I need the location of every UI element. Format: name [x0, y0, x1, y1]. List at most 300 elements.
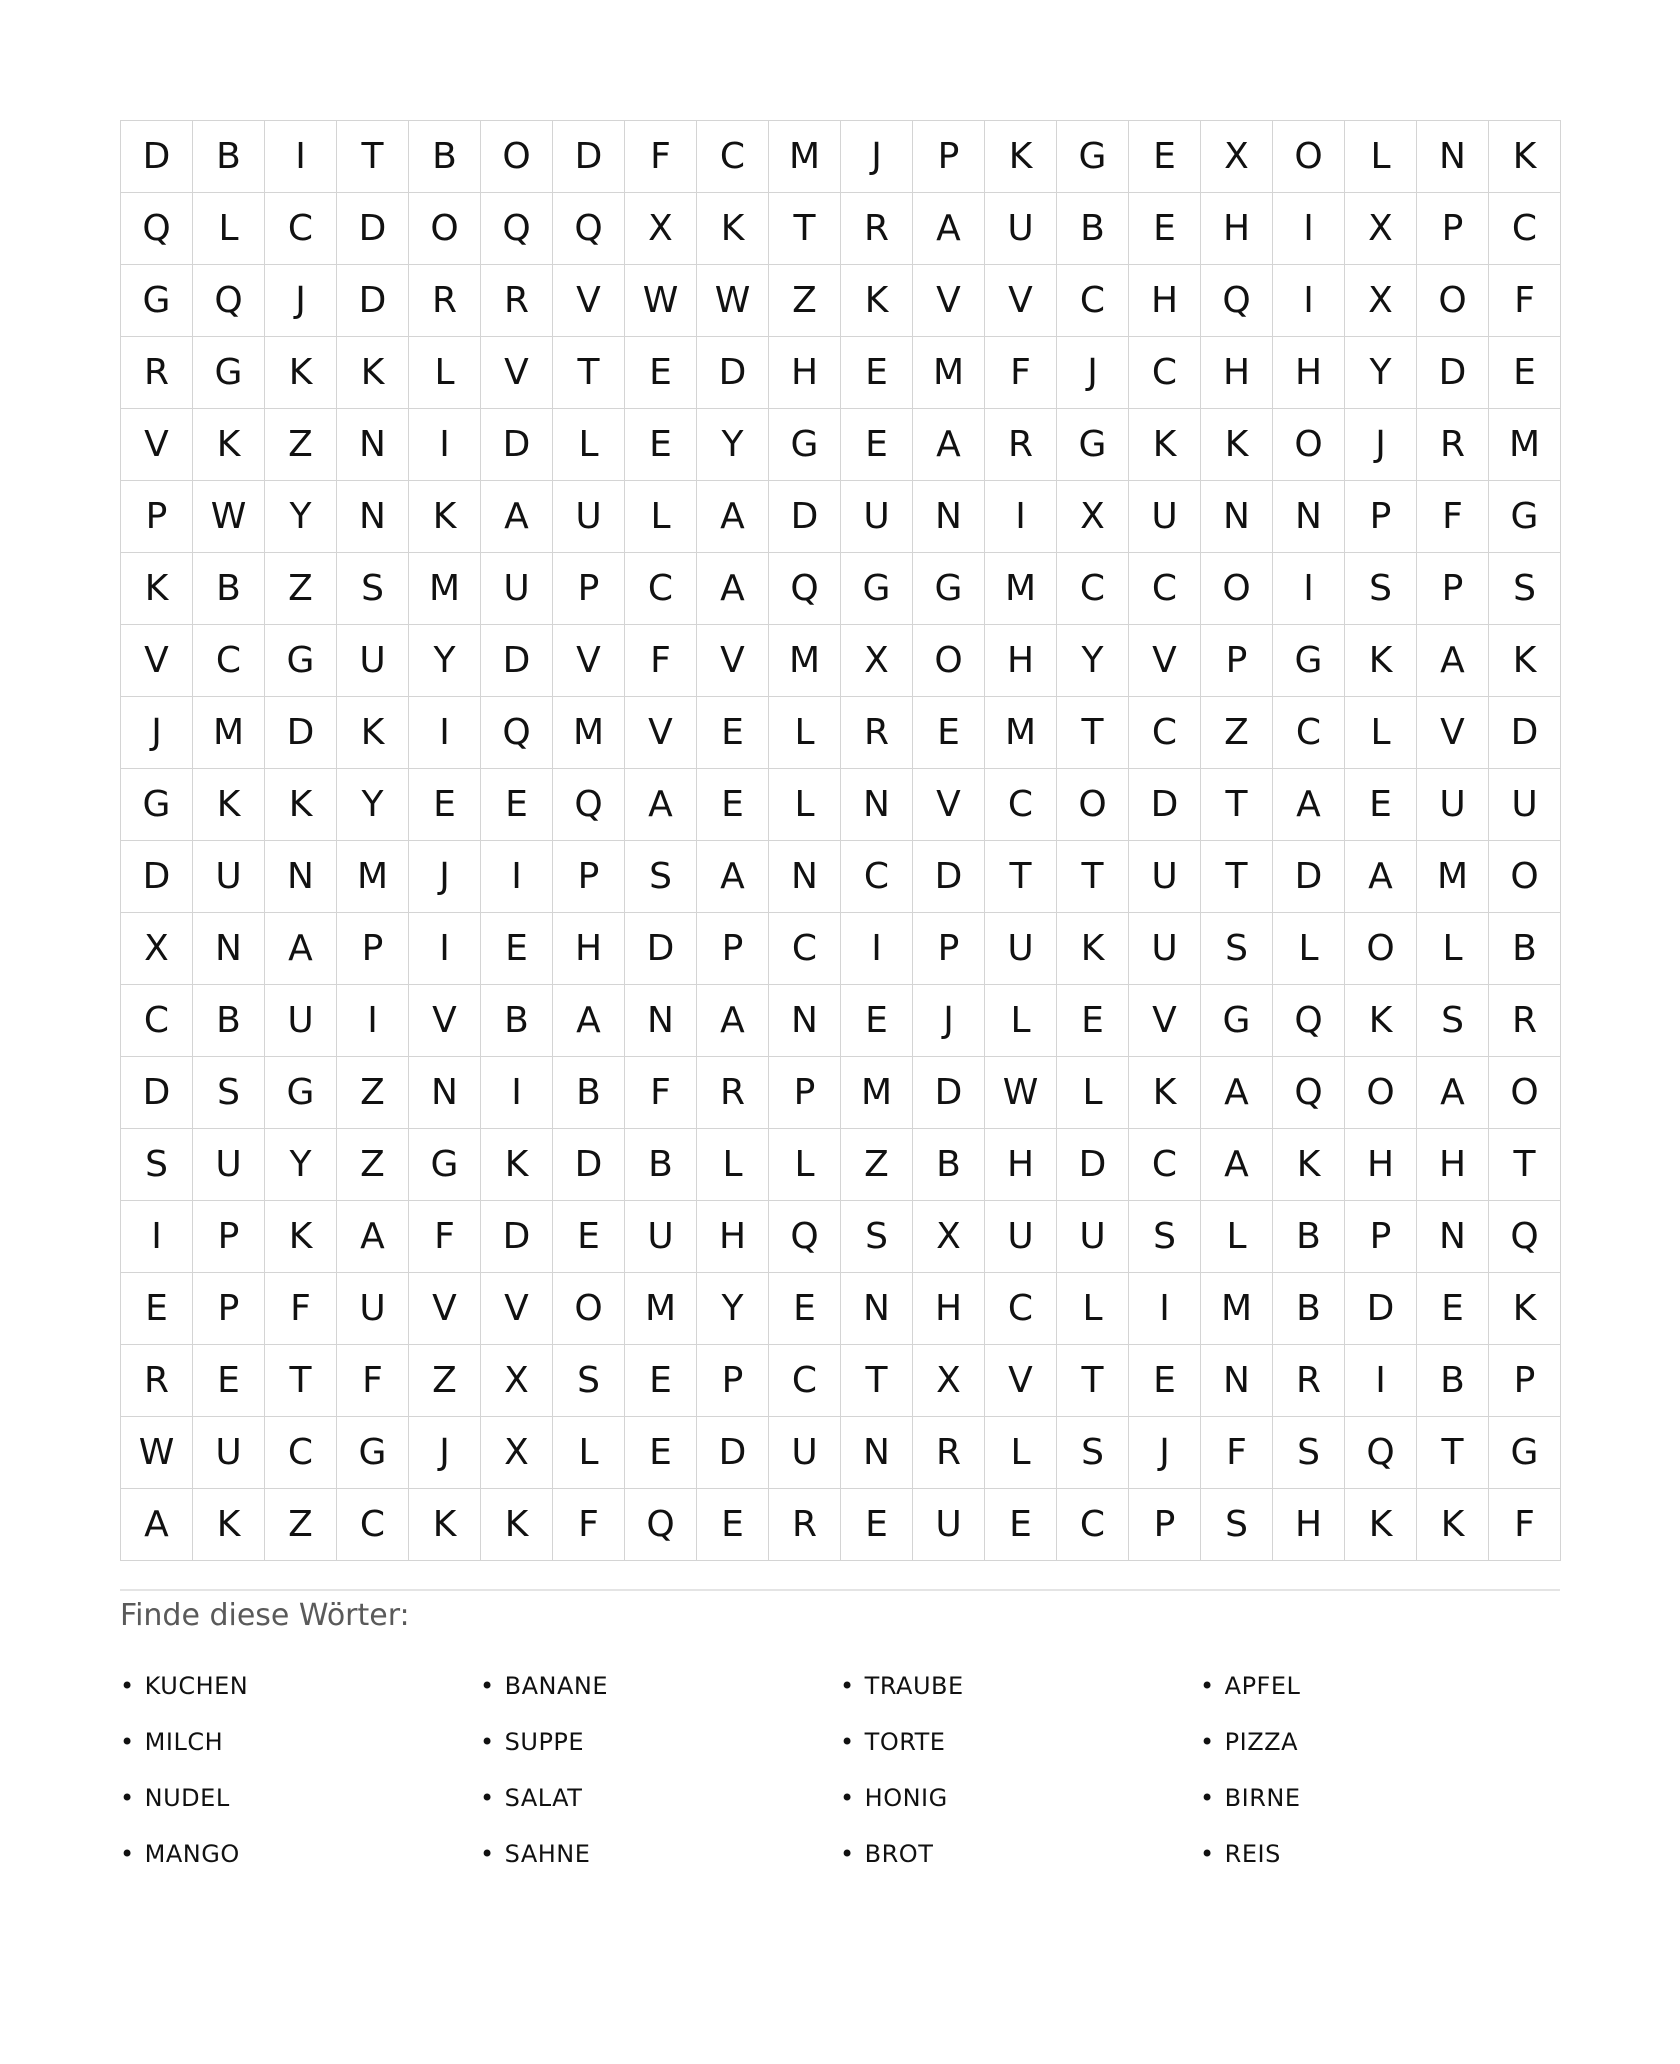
- grid-cell[interactable]: N: [841, 1417, 913, 1489]
- grid-cell[interactable]: T: [1201, 841, 1273, 913]
- grid-cell[interactable]: B: [409, 121, 481, 193]
- grid-cell[interactable]: Y: [697, 1273, 769, 1345]
- grid-cell[interactable]: R: [121, 1345, 193, 1417]
- grid-cell[interactable]: O: [481, 121, 553, 193]
- grid-cell[interactable]: U: [1129, 913, 1201, 985]
- grid-cell[interactable]: L: [769, 697, 841, 769]
- grid-cell[interactable]: A: [697, 841, 769, 913]
- grid-cell[interactable]: D: [337, 193, 409, 265]
- grid-cell[interactable]: E: [1489, 337, 1561, 409]
- grid-cell[interactable]: G: [337, 1417, 409, 1489]
- grid-cell[interactable]: O: [1345, 913, 1417, 985]
- grid-cell[interactable]: M: [1489, 409, 1561, 481]
- grid-cell[interactable]: K: [265, 1201, 337, 1273]
- grid-cell[interactable]: F: [409, 1201, 481, 1273]
- grid-cell[interactable]: K: [265, 769, 337, 841]
- grid-cell[interactable]: P: [769, 1057, 841, 1129]
- grid-cell[interactable]: X: [1057, 481, 1129, 553]
- grid-cell[interactable]: A: [1273, 769, 1345, 841]
- grid-cell[interactable]: E: [553, 1201, 625, 1273]
- grid-cell[interactable]: G: [193, 337, 265, 409]
- grid-cell[interactable]: Q: [1273, 985, 1345, 1057]
- grid-cell[interactable]: Z: [841, 1129, 913, 1201]
- grid-cell[interactable]: V: [1129, 625, 1201, 697]
- grid-cell[interactable]: G: [265, 625, 337, 697]
- grid-cell[interactable]: D: [1345, 1273, 1417, 1345]
- grid-cell[interactable]: U: [193, 1417, 265, 1489]
- grid-cell[interactable]: S: [1129, 1201, 1201, 1273]
- grid-cell[interactable]: Q: [481, 697, 553, 769]
- grid-cell[interactable]: L: [409, 337, 481, 409]
- grid-cell[interactable]: F: [1489, 1489, 1561, 1561]
- grid-cell[interactable]: X: [913, 1201, 985, 1273]
- grid-cell[interactable]: P: [697, 913, 769, 985]
- grid-cell[interactable]: S: [193, 1057, 265, 1129]
- grid-cell[interactable]: P: [121, 481, 193, 553]
- grid-cell[interactable]: F: [1417, 481, 1489, 553]
- grid-cell[interactable]: V: [913, 769, 985, 841]
- grid-cell[interactable]: A: [625, 769, 697, 841]
- grid-cell[interactable]: T: [553, 337, 625, 409]
- grid-cell[interactable]: T: [265, 1345, 337, 1417]
- grid-cell[interactable]: C: [697, 121, 769, 193]
- grid-cell[interactable]: U: [265, 985, 337, 1057]
- grid-cell[interactable]: T: [1057, 1345, 1129, 1417]
- grid-cell[interactable]: N: [337, 409, 409, 481]
- grid-cell[interactable]: C: [1057, 265, 1129, 337]
- grid-cell[interactable]: H: [985, 625, 1057, 697]
- grid-cell[interactable]: D: [1057, 1129, 1129, 1201]
- grid-cell[interactable]: D: [769, 481, 841, 553]
- grid-cell[interactable]: C: [1129, 1129, 1201, 1201]
- grid-cell[interactable]: I: [409, 913, 481, 985]
- grid-cell[interactable]: R: [481, 265, 553, 337]
- grid-cell[interactable]: P: [553, 841, 625, 913]
- grid-cell[interactable]: K: [1201, 409, 1273, 481]
- grid-cell[interactable]: U: [1489, 769, 1561, 841]
- grid-cell[interactable]: E: [1417, 1273, 1489, 1345]
- grid-cell[interactable]: V: [121, 625, 193, 697]
- grid-cell[interactable]: D: [265, 697, 337, 769]
- grid-cell[interactable]: L: [1057, 1057, 1129, 1129]
- grid-cell[interactable]: S: [121, 1129, 193, 1201]
- grid-cell[interactable]: H: [1273, 1489, 1345, 1561]
- grid-cell[interactable]: O: [1201, 553, 1273, 625]
- grid-cell[interactable]: V: [121, 409, 193, 481]
- grid-cell[interactable]: V: [913, 265, 985, 337]
- grid-cell[interactable]: B: [193, 985, 265, 1057]
- grid-cell[interactable]: Y: [337, 769, 409, 841]
- grid-cell[interactable]: H: [1201, 337, 1273, 409]
- grid-cell[interactable]: Q: [121, 193, 193, 265]
- grid-cell[interactable]: E: [1057, 985, 1129, 1057]
- grid-cell[interactable]: V: [1129, 985, 1201, 1057]
- grid-cell[interactable]: P: [697, 1345, 769, 1417]
- grid-cell[interactable]: O: [1417, 265, 1489, 337]
- grid-cell[interactable]: T: [1057, 841, 1129, 913]
- grid-cell[interactable]: N: [337, 481, 409, 553]
- grid-cell[interactable]: K: [1345, 1489, 1417, 1561]
- grid-cell[interactable]: I: [985, 481, 1057, 553]
- grid-cell[interactable]: T: [985, 841, 1057, 913]
- grid-cell[interactable]: L: [193, 193, 265, 265]
- grid-cell[interactable]: J: [409, 841, 481, 913]
- grid-cell[interactable]: B: [193, 121, 265, 193]
- grid-cell[interactable]: O: [1057, 769, 1129, 841]
- grid-cell[interactable]: Y: [1057, 625, 1129, 697]
- grid-cell[interactable]: B: [1273, 1201, 1345, 1273]
- grid-cell[interactable]: N: [1273, 481, 1345, 553]
- grid-cell[interactable]: K: [1417, 1489, 1489, 1561]
- grid-cell[interactable]: J: [1345, 409, 1417, 481]
- grid-cell[interactable]: I: [1129, 1273, 1201, 1345]
- grid-cell[interactable]: A: [1345, 841, 1417, 913]
- grid-cell[interactable]: B: [625, 1129, 697, 1201]
- grid-cell[interactable]: C: [625, 553, 697, 625]
- grid-cell[interactable]: P: [193, 1201, 265, 1273]
- grid-cell[interactable]: K: [841, 265, 913, 337]
- grid-cell[interactable]: H: [1273, 337, 1345, 409]
- grid-cell[interactable]: I: [481, 841, 553, 913]
- grid-cell[interactable]: I: [841, 913, 913, 985]
- grid-cell[interactable]: R: [409, 265, 481, 337]
- grid-cell[interactable]: S: [1345, 553, 1417, 625]
- grid-cell[interactable]: L: [985, 1417, 1057, 1489]
- grid-cell[interactable]: D: [1417, 337, 1489, 409]
- grid-cell[interactable]: Q: [553, 769, 625, 841]
- grid-cell[interactable]: H: [1345, 1129, 1417, 1201]
- grid-cell[interactable]: M: [193, 697, 265, 769]
- grid-cell[interactable]: M: [1417, 841, 1489, 913]
- grid-cell[interactable]: Z: [769, 265, 841, 337]
- grid-cell[interactable]: P: [1129, 1489, 1201, 1561]
- grid-cell[interactable]: K: [193, 409, 265, 481]
- grid-cell[interactable]: U: [481, 553, 553, 625]
- grid-cell[interactable]: P: [1489, 1345, 1561, 1417]
- grid-cell[interactable]: C: [841, 841, 913, 913]
- grid-cell[interactable]: M: [769, 121, 841, 193]
- grid-cell[interactable]: Z: [337, 1057, 409, 1129]
- grid-cell[interactable]: V: [409, 985, 481, 1057]
- grid-cell[interactable]: W: [121, 1417, 193, 1489]
- grid-cell[interactable]: T: [841, 1345, 913, 1417]
- grid-cell[interactable]: I: [409, 697, 481, 769]
- grid-cell[interactable]: V: [985, 1345, 1057, 1417]
- grid-cell[interactable]: K: [1129, 409, 1201, 481]
- grid-cell[interactable]: E: [769, 1273, 841, 1345]
- grid-cell[interactable]: F: [337, 1345, 409, 1417]
- grid-cell[interactable]: A: [337, 1201, 409, 1273]
- grid-cell[interactable]: N: [265, 841, 337, 913]
- grid-cell[interactable]: M: [1201, 1273, 1273, 1345]
- grid-cell[interactable]: D: [121, 841, 193, 913]
- grid-cell[interactable]: U: [1057, 1201, 1129, 1273]
- grid-cell[interactable]: W: [625, 265, 697, 337]
- grid-cell[interactable]: A: [265, 913, 337, 985]
- grid-cell[interactable]: D: [481, 1201, 553, 1273]
- grid-cell[interactable]: K: [1345, 625, 1417, 697]
- grid-cell[interactable]: A: [1417, 1057, 1489, 1129]
- grid-cell[interactable]: C: [1057, 1489, 1129, 1561]
- grid-cell[interactable]: G: [121, 769, 193, 841]
- grid-cell[interactable]: K: [481, 1489, 553, 1561]
- grid-cell[interactable]: G: [409, 1129, 481, 1201]
- grid-cell[interactable]: O: [1273, 121, 1345, 193]
- grid-cell[interactable]: W: [193, 481, 265, 553]
- grid-cell[interactable]: U: [193, 841, 265, 913]
- grid-cell[interactable]: L: [625, 481, 697, 553]
- grid-cell[interactable]: K: [193, 769, 265, 841]
- grid-cell[interactable]: V: [985, 265, 1057, 337]
- grid-cell[interactable]: I: [337, 985, 409, 1057]
- grid-cell[interactable]: X: [625, 193, 697, 265]
- grid-cell[interactable]: G: [1201, 985, 1273, 1057]
- grid-cell[interactable]: S: [337, 553, 409, 625]
- grid-cell[interactable]: O: [1489, 1057, 1561, 1129]
- grid-cell[interactable]: K: [265, 337, 337, 409]
- grid-cell[interactable]: S: [1057, 1417, 1129, 1489]
- grid-cell[interactable]: Q: [193, 265, 265, 337]
- grid-cell[interactable]: K: [1129, 1057, 1201, 1129]
- grid-cell[interactable]: B: [553, 1057, 625, 1129]
- grid-cell[interactable]: K: [1489, 625, 1561, 697]
- grid-cell[interactable]: L: [1057, 1273, 1129, 1345]
- grid-cell[interactable]: K: [1345, 985, 1417, 1057]
- grid-cell[interactable]: K: [337, 337, 409, 409]
- grid-cell[interactable]: E: [841, 409, 913, 481]
- grid-cell[interactable]: M: [841, 1057, 913, 1129]
- grid-cell[interactable]: H: [985, 1129, 1057, 1201]
- grid-cell[interactable]: H: [697, 1201, 769, 1273]
- grid-cell[interactable]: I: [121, 1201, 193, 1273]
- grid-cell[interactable]: Z: [1201, 697, 1273, 769]
- grid-cell[interactable]: P: [1345, 1201, 1417, 1273]
- grid-cell[interactable]: D: [481, 625, 553, 697]
- grid-cell[interactable]: V: [553, 265, 625, 337]
- grid-cell[interactable]: G: [1057, 121, 1129, 193]
- grid-cell[interactable]: S: [553, 1345, 625, 1417]
- grid-cell[interactable]: Q: [625, 1489, 697, 1561]
- grid-cell[interactable]: U: [841, 481, 913, 553]
- grid-cell[interactable]: N: [841, 1273, 913, 1345]
- grid-cell[interactable]: G: [913, 553, 985, 625]
- grid-cell[interactable]: J: [913, 985, 985, 1057]
- grid-cell[interactable]: H: [553, 913, 625, 985]
- grid-cell[interactable]: M: [337, 841, 409, 913]
- grid-cell[interactable]: X: [481, 1345, 553, 1417]
- grid-cell[interactable]: U: [337, 1273, 409, 1345]
- grid-cell[interactable]: O: [553, 1273, 625, 1345]
- grid-cell[interactable]: P: [337, 913, 409, 985]
- grid-cell[interactable]: Y: [265, 1129, 337, 1201]
- grid-cell[interactable]: E: [697, 769, 769, 841]
- grid-cell[interactable]: E: [625, 1345, 697, 1417]
- grid-cell[interactable]: U: [985, 193, 1057, 265]
- grid-cell[interactable]: F: [265, 1273, 337, 1345]
- grid-cell[interactable]: O: [1345, 1057, 1417, 1129]
- grid-cell[interactable]: N: [769, 985, 841, 1057]
- grid-cell[interactable]: B: [1273, 1273, 1345, 1345]
- grid-cell[interactable]: F: [625, 1057, 697, 1129]
- grid-cell[interactable]: X: [1201, 121, 1273, 193]
- grid-cell[interactable]: X: [121, 913, 193, 985]
- grid-cell[interactable]: N: [625, 985, 697, 1057]
- grid-cell[interactable]: Z: [265, 1489, 337, 1561]
- grid-cell[interactable]: Q: [1201, 265, 1273, 337]
- grid-cell[interactable]: E: [1129, 121, 1201, 193]
- grid-cell[interactable]: R: [841, 697, 913, 769]
- grid-cell[interactable]: C: [769, 1345, 841, 1417]
- grid-cell[interactable]: K: [409, 481, 481, 553]
- grid-cell[interactable]: D: [553, 121, 625, 193]
- grid-cell[interactable]: E: [481, 769, 553, 841]
- grid-cell[interactable]: C: [1129, 697, 1201, 769]
- grid-cell[interactable]: D: [913, 1057, 985, 1129]
- grid-cell[interactable]: J: [121, 697, 193, 769]
- grid-cell[interactable]: J: [841, 121, 913, 193]
- grid-cell[interactable]: Q: [1345, 1417, 1417, 1489]
- grid-cell[interactable]: X: [481, 1417, 553, 1489]
- grid-cell[interactable]: C: [193, 625, 265, 697]
- grid-cell[interactable]: X: [1345, 193, 1417, 265]
- grid-cell[interactable]: E: [1129, 193, 1201, 265]
- grid-cell[interactable]: C: [769, 913, 841, 985]
- grid-cell[interactable]: T: [769, 193, 841, 265]
- grid-cell[interactable]: A: [553, 985, 625, 1057]
- grid-cell[interactable]: Z: [337, 1129, 409, 1201]
- grid-cell[interactable]: M: [409, 553, 481, 625]
- grid-cell[interactable]: R: [121, 337, 193, 409]
- grid-cell[interactable]: L: [1201, 1201, 1273, 1273]
- grid-cell[interactable]: Y: [1345, 337, 1417, 409]
- grid-cell[interactable]: U: [1129, 481, 1201, 553]
- grid-cell[interactable]: X: [841, 625, 913, 697]
- grid-cell[interactable]: K: [1273, 1129, 1345, 1201]
- grid-cell[interactable]: E: [481, 913, 553, 985]
- grid-cell[interactable]: I: [1273, 553, 1345, 625]
- grid-cell[interactable]: P: [913, 121, 985, 193]
- grid-cell[interactable]: G: [1489, 481, 1561, 553]
- grid-cell[interactable]: I: [1273, 193, 1345, 265]
- grid-cell[interactable]: R: [985, 409, 1057, 481]
- grid-cell[interactable]: C: [985, 769, 1057, 841]
- grid-cell[interactable]: Z: [409, 1345, 481, 1417]
- grid-cell[interactable]: G: [1057, 409, 1129, 481]
- grid-cell[interactable]: T: [1417, 1417, 1489, 1489]
- grid-cell[interactable]: D: [1489, 697, 1561, 769]
- grid-cell[interactable]: E: [697, 697, 769, 769]
- grid-cell[interactable]: M: [553, 697, 625, 769]
- grid-cell[interactable]: A: [481, 481, 553, 553]
- grid-cell[interactable]: D: [1273, 841, 1345, 913]
- grid-cell[interactable]: F: [625, 121, 697, 193]
- grid-cell[interactable]: U: [913, 1489, 985, 1561]
- grid-cell[interactable]: V: [697, 625, 769, 697]
- grid-cell[interactable]: G: [1489, 1417, 1561, 1489]
- grid-cell[interactable]: P: [1417, 193, 1489, 265]
- grid-cell[interactable]: L: [553, 409, 625, 481]
- grid-cell[interactable]: D: [697, 1417, 769, 1489]
- grid-cell[interactable]: H: [769, 337, 841, 409]
- grid-cell[interactable]: F: [553, 1489, 625, 1561]
- grid-cell[interactable]: L: [769, 769, 841, 841]
- grid-cell[interactable]: E: [193, 1345, 265, 1417]
- grid-cell[interactable]: U: [1129, 841, 1201, 913]
- grid-cell[interactable]: D: [553, 1129, 625, 1201]
- grid-cell[interactable]: A: [1201, 1057, 1273, 1129]
- grid-cell[interactable]: D: [121, 1057, 193, 1129]
- grid-cell[interactable]: U: [625, 1201, 697, 1273]
- grid-cell[interactable]: Q: [1489, 1201, 1561, 1273]
- grid-cell[interactable]: W: [985, 1057, 1057, 1129]
- grid-cell[interactable]: J: [1129, 1417, 1201, 1489]
- grid-cell[interactable]: C: [265, 1417, 337, 1489]
- grid-cell[interactable]: T: [1057, 697, 1129, 769]
- grid-cell[interactable]: E: [409, 769, 481, 841]
- grid-cell[interactable]: A: [121, 1489, 193, 1561]
- grid-cell[interactable]: W: [697, 265, 769, 337]
- grid-cell[interactable]: U: [769, 1417, 841, 1489]
- grid-cell[interactable]: H: [1417, 1129, 1489, 1201]
- grid-cell[interactable]: A: [1201, 1129, 1273, 1201]
- grid-cell[interactable]: A: [697, 985, 769, 1057]
- grid-cell[interactable]: H: [913, 1273, 985, 1345]
- grid-cell[interactable]: K: [1489, 121, 1561, 193]
- grid-cell[interactable]: T: [1489, 1129, 1561, 1201]
- grid-cell[interactable]: U: [337, 625, 409, 697]
- grid-cell[interactable]: N: [1417, 121, 1489, 193]
- grid-cell[interactable]: V: [625, 697, 697, 769]
- grid-cell[interactable]: E: [913, 697, 985, 769]
- grid-cell[interactable]: N: [841, 769, 913, 841]
- grid-cell[interactable]: U: [985, 1201, 1057, 1273]
- grid-cell[interactable]: X: [913, 1345, 985, 1417]
- grid-cell[interactable]: K: [697, 193, 769, 265]
- grid-cell[interactable]: U: [985, 913, 1057, 985]
- grid-cell[interactable]: T: [1201, 769, 1273, 841]
- grid-cell[interactable]: O: [1489, 841, 1561, 913]
- grid-cell[interactable]: S: [1417, 985, 1489, 1057]
- grid-cell[interactable]: G: [121, 265, 193, 337]
- grid-cell[interactable]: L: [1345, 697, 1417, 769]
- grid-cell[interactable]: B: [1417, 1345, 1489, 1417]
- grid-cell[interactable]: L: [1417, 913, 1489, 985]
- grid-cell[interactable]: L: [1345, 121, 1417, 193]
- grid-cell[interactable]: M: [985, 553, 1057, 625]
- grid-cell[interactable]: E: [121, 1273, 193, 1345]
- grid-cell[interactable]: I: [265, 121, 337, 193]
- grid-cell[interactable]: R: [769, 1489, 841, 1561]
- grid-cell[interactable]: F: [985, 337, 1057, 409]
- grid-cell[interactable]: M: [625, 1273, 697, 1345]
- grid-cell[interactable]: L: [769, 1129, 841, 1201]
- grid-cell[interactable]: E: [1345, 769, 1417, 841]
- grid-cell[interactable]: J: [265, 265, 337, 337]
- grid-cell[interactable]: C: [1057, 553, 1129, 625]
- grid-cell[interactable]: A: [1417, 625, 1489, 697]
- grid-cell[interactable]: P: [913, 913, 985, 985]
- grid-cell[interactable]: I: [481, 1057, 553, 1129]
- grid-cell[interactable]: P: [553, 553, 625, 625]
- grid-cell[interactable]: A: [697, 553, 769, 625]
- grid-cell[interactable]: O: [409, 193, 481, 265]
- grid-cell[interactable]: K: [193, 1489, 265, 1561]
- grid-cell[interactable]: Q: [1273, 1057, 1345, 1129]
- grid-cell[interactable]: R: [1489, 985, 1561, 1057]
- grid-cell[interactable]: X: [1345, 265, 1417, 337]
- grid-cell[interactable]: H: [1201, 193, 1273, 265]
- grid-cell[interactable]: R: [697, 1057, 769, 1129]
